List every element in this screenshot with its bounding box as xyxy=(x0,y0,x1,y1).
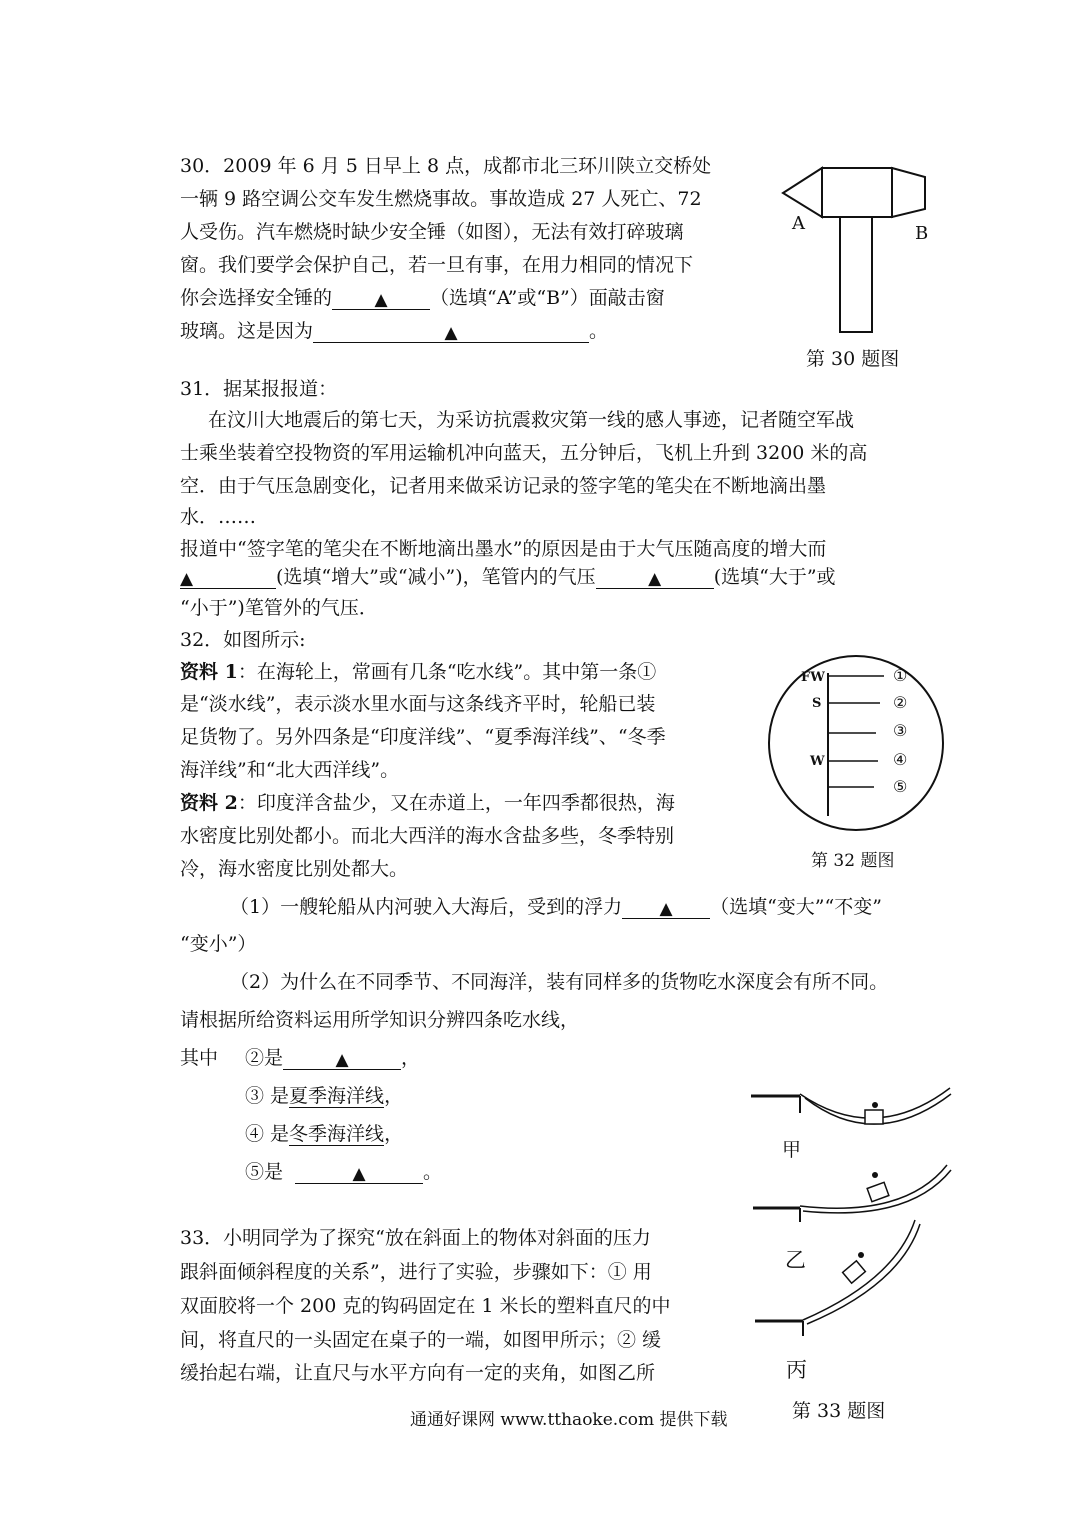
q32-sub2-line1: （2）为什么在不同季节、不同海洋，装有同样多的货物吃水深度会有所不同。 xyxy=(230,971,889,993)
q32-material1-line2: 是“淡水线”，表示淡水里水面与这条线齐平时，轮船已装 xyxy=(180,693,656,715)
figure-bing xyxy=(755,1220,920,1336)
hammer-face-b xyxy=(892,168,925,217)
answer-3-value: 夏季海洋线 xyxy=(289,1085,385,1107)
q32-sub1-text-b: （选填“变大”“不变” xyxy=(710,896,882,918)
q32-blank-line5[interactable] xyxy=(295,1161,423,1184)
q30-line5 xyxy=(180,286,665,310)
q32-sub1-text: （1）一艘轮船从内河驶入大海后，受到的浮力 xyxy=(230,896,623,918)
q31-title: 31．据某报报道： xyxy=(180,378,338,400)
safety-hammer-figure xyxy=(780,165,930,340)
q32-material2-line3: 冷，海水密度比别处都大。 xyxy=(180,858,409,880)
answer-3-label: ③ 是 xyxy=(245,1085,290,1107)
fig-label-jia: 甲 xyxy=(782,1139,802,1161)
q32-material1-line1 xyxy=(180,660,656,684)
q31-question-line2 xyxy=(180,565,836,589)
q30-blank-face[interactable] xyxy=(332,287,430,310)
q31-para-line2: 士乘坐装着空投物资的军用运输机冲向蓝天，五分钟后，飞机上升到 3200 米的高 xyxy=(180,442,868,464)
answer-5-label: ⑤是 xyxy=(245,1161,284,1183)
q32-material2-line2: 水密度比别处都小。而北大西洋的海水含盐多些，冬季特别 xyxy=(180,825,675,847)
answer-3-end: ， xyxy=(384,1085,404,1107)
blank-marker-icon: ▲ xyxy=(659,899,673,919)
material2-label: 资料 2 xyxy=(180,792,238,814)
q30-line5-text: 你会选择安全锤的 xyxy=(180,287,333,309)
q31-blank-pressure[interactable] xyxy=(596,566,714,589)
answer-4-end: ， xyxy=(384,1123,404,1145)
q30-line6 xyxy=(180,319,608,343)
q33-caption: 第 33 题图 xyxy=(792,1400,886,1422)
q32-sub2-line2: 请根据所给资料运用所学知识分辨四条吃水线， xyxy=(180,1009,580,1031)
q30-line4: 窗。我们要学会保护自己，若一旦有事，在用力相同的情况下 xyxy=(180,254,694,276)
q31-blank-trend[interactable] xyxy=(180,566,276,589)
q31-q2-text: (选填“增大”或“减小”)，笔管内的气压 xyxy=(276,566,596,588)
q32-material1-line4: 海洋线”和“北大西洋线”。 xyxy=(180,759,400,781)
fig-label-yi: 乙 xyxy=(785,1248,806,1272)
incline-figures xyxy=(745,1080,960,1380)
q32-blank-line2[interactable] xyxy=(283,1047,401,1070)
q32-answer-4 xyxy=(245,1122,403,1146)
q32-sub1-line1 xyxy=(230,895,882,919)
q31-para-line3: 空．由于气压急剧变化，记者用来做采访记录的签字笔的笔尖在不断地滴出墨 xyxy=(180,475,827,497)
answer-5-end: 。 xyxy=(423,1161,443,1183)
fig-number-2: ② xyxy=(893,693,908,712)
q32-answer-5 xyxy=(245,1160,442,1184)
load-line-circle xyxy=(769,656,943,830)
q30-line3: 人受伤。汽车燃烧时缺少安全锤（如图），无法有效打碎玻璃 xyxy=(180,221,684,243)
blank-marker-icon: ▲ xyxy=(335,1050,349,1070)
q31-q2-text-b: (选填“大于”或 xyxy=(713,566,836,588)
fig-number-4: ④ xyxy=(893,750,908,769)
load-line-figure xyxy=(766,653,946,833)
q32-answer-2 xyxy=(245,1046,420,1070)
hammer-head xyxy=(822,168,892,217)
q30-line5-text-b: （选填“A”或“B”）面敲击窗 xyxy=(430,287,665,309)
hammer-handle xyxy=(840,217,872,332)
figure-yi xyxy=(753,1165,951,1222)
q32-answer-3 xyxy=(245,1084,403,1108)
blank-marker-icon: ▲ xyxy=(180,569,194,589)
hammer-label-b: B xyxy=(915,223,929,244)
answer-4-label: ④ 是 xyxy=(245,1123,290,1145)
q32-answer-prefix: 其中 xyxy=(180,1047,219,1069)
q30-caption: 第 30 题图 xyxy=(806,348,900,370)
q31-para-line1: 在汶川大地震后的第七天，为采访抗震救灾第一线的感人事迹，记者随空军战 xyxy=(208,409,855,431)
material1-label: 资料 1 xyxy=(180,661,238,683)
material2-text: ：印度洋含盐少，又在赤道上，一年四季都很热，海 xyxy=(237,792,675,814)
fig-label-w: W xyxy=(810,754,825,769)
fig-label-bing: 丙 xyxy=(786,1358,807,1382)
blank-marker-icon: ▲ xyxy=(444,323,458,343)
q30-blank-reason[interactable] xyxy=(313,320,589,343)
blank-marker-icon: ▲ xyxy=(374,290,388,310)
q33-line3: 双面胶将一个 200 克的钩码固定在 1 米长的塑料直尺的中 xyxy=(180,1295,671,1317)
hammer-face-a xyxy=(783,168,822,217)
fig-number-5: ⑤ xyxy=(893,777,908,796)
q31-question-line1: 报道中“签字笔的笔尖在不断地滴出墨水”的原因是由于大气压随高度的增大而 xyxy=(180,538,827,560)
page-footer: 通通好课网 www.tthaoke.com 提供下载 xyxy=(410,1410,728,1430)
q30-line1: 30．2009 年 6 月 5 日早上 8 点，成都市北三环川陕立交桥处 xyxy=(180,155,712,177)
q32-blank-buoyancy[interactable] xyxy=(622,896,710,919)
q33-line2: 跟斜面倾斜程度的关系”，进行了实验，步骤如下：① 用 xyxy=(180,1261,652,1283)
answer-2-label: ②是 xyxy=(245,1047,284,1069)
fig-label-s: S xyxy=(812,696,822,711)
q30-line6-text: 玻璃。这是因为 xyxy=(180,320,314,342)
answer-4-value: 冬季海洋线 xyxy=(289,1123,385,1145)
q32-material1-line3: 足货物了。另外四条是“印度洋线”、“夏季海洋线”、“冬季 xyxy=(180,726,666,748)
answer-2-end: ， xyxy=(401,1047,421,1069)
q30-line6-end: 。 xyxy=(589,320,609,342)
q33-line4: 间，将直尺的一头固定在桌子的一端，如图甲所示；② 缓 xyxy=(180,1329,662,1351)
q33-line1: 33．小明同学为了探究“放在斜面上的物体对斜面的压力 xyxy=(180,1227,651,1249)
q32-title: 32．如图所示: xyxy=(180,629,306,651)
q30-line2: 一辆 9 路空调公交车发生燃烧事故。事故造成 27 人死亡、72 xyxy=(180,188,702,210)
fig-label-fw: FW xyxy=(801,670,825,685)
figure-jia xyxy=(751,1088,951,1124)
blank-marker-icon: ▲ xyxy=(648,569,662,589)
blank-marker-icon: ▲ xyxy=(352,1164,366,1184)
hammer-label-a: A xyxy=(792,213,805,234)
q33-line5: 缓抬起右端，让直尺与水平方向有一定的夹角，如图乙所 xyxy=(180,1362,656,1384)
q31-para-line4: 水．…… xyxy=(180,506,257,528)
fig-number-3: ③ xyxy=(893,721,908,740)
fig-number-1: ① xyxy=(893,666,908,685)
material1-text: ：在海轮上，常画有几条“吃水线”。其中第一条① xyxy=(237,661,657,683)
q31-question-line3: “小于”)笔管外的气压． xyxy=(180,597,378,619)
q32-caption: 第 32 题图 xyxy=(811,851,895,871)
q32-material2-line1 xyxy=(180,791,675,815)
q32-sub1-line2: “变小”） xyxy=(180,933,257,955)
